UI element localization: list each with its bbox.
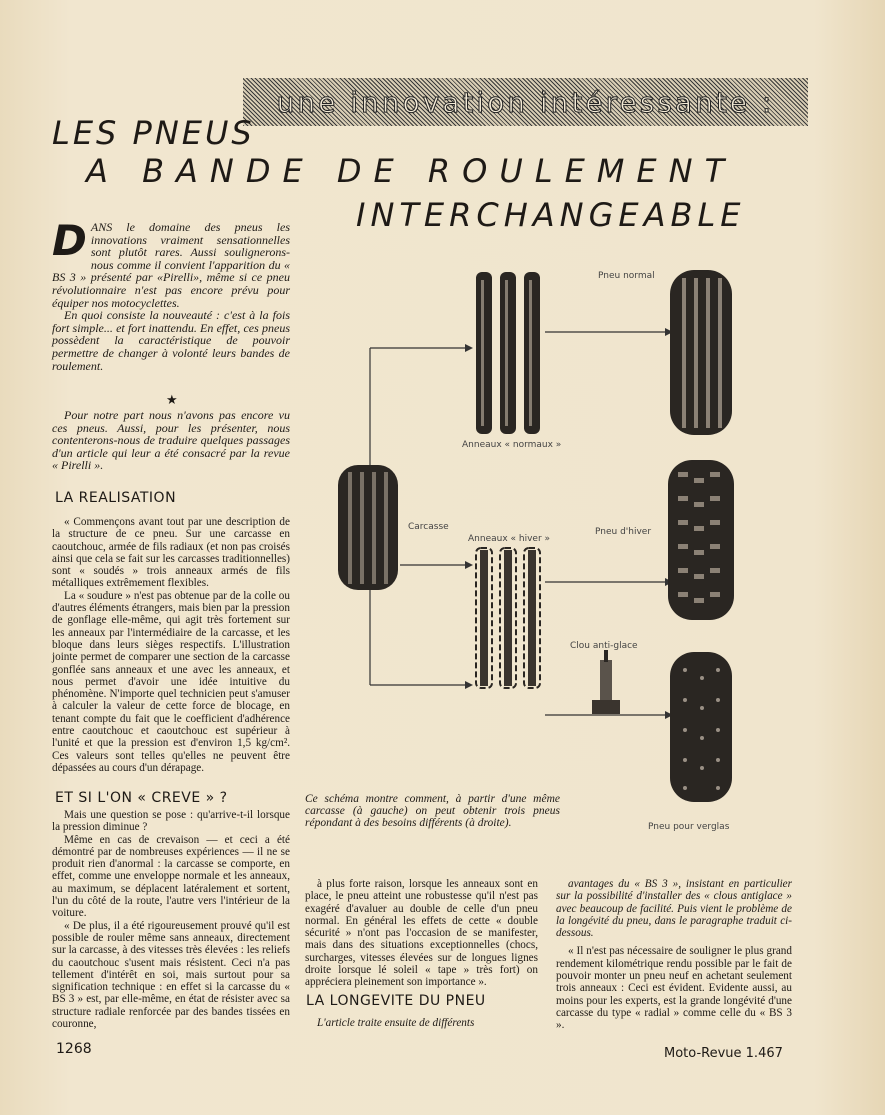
middle-text-2 [305,1017,538,1029]
tire-diagram [330,260,760,835]
label-pneu-verglas: Pneu pour verglas [648,822,730,832]
kicker-banner [243,78,808,126]
heading-realisation: LA REALISATION [55,490,177,506]
tire-normal-icon [670,270,732,435]
middle-paragraph-2: L'article traite ensuite de différents [317,1017,475,1029]
label-pneu-hiver: Pneu d'hiver [595,527,652,537]
intro-paragraph-3: Pour notre part nous n'avons pas encore vu ces pneus. Aussi, pour les présenter, nous contenterons-nous de traduire quelques passages d'un article qui leur a été consacré par la revue « Pirelli ». [52,408,290,473]
heading-longevite: LA LONGEVITE DU PNEU [306,993,486,1009]
right-paragraph-2: « Il n'est pas nécessaire de souligner le plus grand rendement kilométrique rendu possible par le fait de pouvoir monter un pneu neuf en achetant seulement trois anneaux : Ceci est évident. Evidente aussi, au moins pour les experts, est la grande longévité d'une carcasse du type « radial » comme celle du « BS 3 ». [556,945,792,1032]
creve-paragraph-3: « De plus, il a été rigoureusement prouvé qu'il est possible de rouler même sans anneaux, directement sur la carcasse, à des vitesses très élevées : les reliefs du caoutchouc s'usent mais résistent. Ceci n'a pas tellement d'intérêt en soi, mais surtout pour sa signification technique : en effet si la carcasse du « BS 3 » est, par elle-même, en état de résister avec sa structure radiale renforcée par des bandes tissées en couronne, [52,919,290,1031]
kicker-text: une innovation intéressante : [276,85,775,119]
separator-star: ★ [166,392,178,407]
label-anneaux-hiver: Anneaux « hiver » [468,534,551,544]
arrowheads [465,328,673,719]
label-pneu-normal: Pneu normal [598,271,655,281]
tire-ice-icon [670,652,732,802]
realisation-paragraph-1: « Commençons avant tout par une description de la structure de ce pneu. Sur une carcasse en caoutchouc, armée de fils radiaux (et non pas croisés ainsi que cela se fait sur les carcasses traditionnelles) sont « soudés » trois anneaux armés de fils métalliques extrêmement flexibles. [52,516,290,590]
middle-paragraph-1: à plus forte raison, lorsque les anneaux sont en place, le pneu atteint une robustesse qu'il n'est pas exagéré d'avaluer au double de celle d'un pneu normal. En général les effets de cette « double sécurité » n'ont pas l'occasion de se manifester, mais dans des situations exceptionnelles (chocs, surcharges, vitesses élevées sur de longues lignes droite lorsque lé soleil « tape » très fort) on appréciera pleinement son importance ». [305,878,538,989]
page-number: 1268 [56,1041,92,1057]
intro-text [52,216,290,373]
label-anneaux-normaux: Anneaux « normaux » [462,440,562,450]
heading-creve: ET SI L'ON « CREVE » ? [55,790,228,806]
right-paragraph-1: avantages du « BS 3 », insistant en particulier sur la possibilité d'installer des « clous antiglace » avec beaucoup de facilité. Puis vient le problème de la longévité du pneu, dans le paragraphe traduit ci-dessous. [556,878,792,940]
creve-text [52,809,290,1030]
realisation-paragraph-2: La « soudure » n'est pas obtenue par de la colle ou d'autres éléments étrangers, mais bien par la pression de gonflage elle-même, qui agit très fortement sur les anneaux par l'intermédiaire de la carcasse, et les bloque dans leurs sièges respectifs. L'illustration jointe permet de comparer une section de la carcasse gonflée sans anneaux et une avec les anneaux, et nous permet d'avoir une idée intuitive du phénomène. N'importe quel technicien peut s'amuser à calculer la valeur de cette force de blocage, en tenant compte du fait que le coefficient d'adhérence entre caoutchouc et caoutchouc est supérieur à l'unité et que la pression est d'environ 1,5 kg/cm². Ces valeurs sont telles qu'elles ne peuvent être dépassées au cours d'un dérapage. [52,589,290,774]
middle-text [305,878,538,989]
intro-paragraph-1: ANS le domaine des pneus les innovations vraiment sensationnelles sont plutôt rares. Aussi soulignerons-nous comme il convient l'apparition du « BS 3 » présenté par «Pirelli», même si ce pneu révolutionnaire n'est pas encore prévu pour équiper nos motocyclettes. [52,220,290,310]
label-carcasse: Carcasse [408,522,449,532]
realisation-text [52,516,290,774]
normal-rings-icon [476,272,540,434]
title-line-1: LES PNEUS [52,114,255,152]
drop-cap: D [52,216,87,265]
magazine-issue: Moto-Revue 1.467 [664,1046,783,1061]
right-text [556,878,792,1032]
carcass-icon [338,465,398,590]
intro-text-2 [52,409,290,472]
creve-paragraph-2: Même en cas de crevaison — et ceci a été démontré par de nombreuses expériences — il ne se produit rien d'anormal : la carcasse se comporte, en effet, comme une enveloppe normale et les anneaux, au maximum, se déplacent latéralement et sortent, l'un du côté de la route, l'autre vers l'intérieur de la voiture. [52,833,290,920]
title-line-2: A BANDE DE ROULEMENT [86,152,737,190]
anti-ice-stud-icon [592,650,620,714]
diagram-caption: Ce schéma montre comment, à partir d'une même carcasse (à gauche) on peut obtenir trois pneus répondant à des besoins différents (à droite). [305,793,560,829]
label-clou-anti-glace: Clou anti-glace [570,641,638,651]
intro-paragraph-2: En quoi consiste la nouveauté : c'est à la fois fort simple... et fort inattendu. En effet, ces pneus possèdent la caractéristique de pouvoir permettre de changer à volonté leurs bandes de roulement. [52,308,290,373]
winter-rings-icon [476,548,540,688]
title-line-3: INTERCHANGEABLE [356,196,746,234]
creve-paragraph-1: Mais une question se pose : qu'arrive-t-il lorsque la pression diminue ? [52,809,290,834]
tire-winter-icon [668,460,734,620]
